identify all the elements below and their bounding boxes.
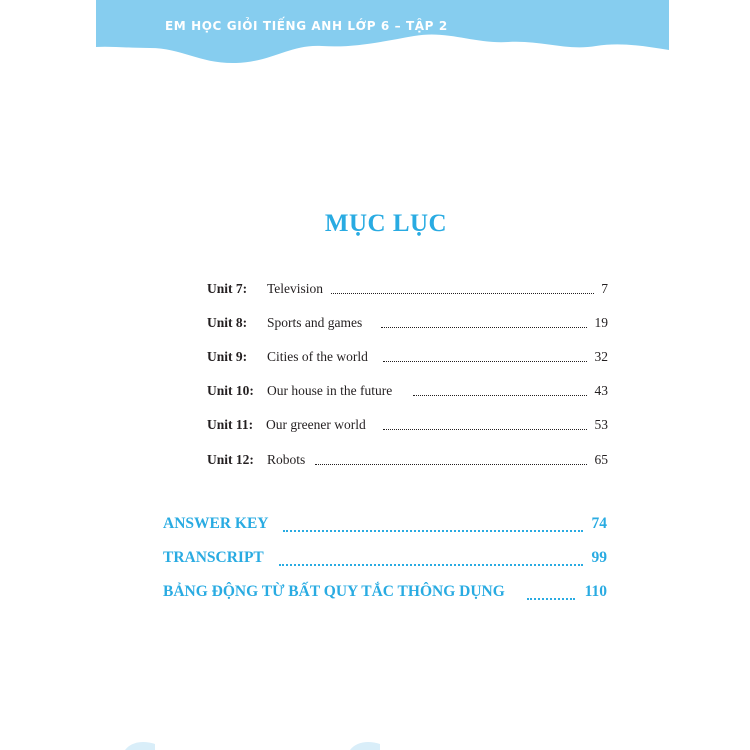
dot-leader (527, 593, 575, 600)
header-wave-shape (96, 0, 669, 90)
unit-page-number: 7 (601, 281, 608, 296)
header-title: EM HỌC GIỎI TIẾNG ANH LỚP 6 – TẬP 2 (165, 19, 448, 33)
dot-leader (381, 323, 587, 328)
dot-leader (279, 559, 583, 566)
toc-unit-row[interactable] (207, 349, 608, 369)
dot-leader (283, 525, 583, 532)
unit-label: Unit 10: (207, 383, 254, 398)
unit-page-number: 43 (594, 383, 608, 398)
dot-leader (331, 289, 594, 294)
unit-label: Unit 9: (207, 349, 248, 364)
section-page-number: 99 (591, 549, 607, 566)
unit-title: Television (267, 281, 324, 296)
toc-unit-row[interactable] (207, 383, 608, 403)
unit-label: Unit 11: (207, 417, 254, 432)
section-label: BẢNG ĐỘNG TỪ BẤT QUY TẮC THÔNG DỤNG (163, 583, 505, 600)
unit-title: Our house in the future (267, 383, 393, 398)
toc-unit-row[interactable] (207, 417, 608, 437)
unit-label: Unit 7: (207, 281, 248, 296)
dot-leader (383, 425, 587, 430)
unit-page-number: 53 (594, 417, 608, 432)
unit-title: Our greener world (266, 417, 366, 432)
section-label: TRANSCRIPT (163, 549, 264, 566)
section-page-number: 74 (591, 515, 607, 532)
toc-section-row[interactable] (163, 549, 607, 571)
unit-label: Unit 8: (207, 315, 248, 330)
bottom-wave-decoration (125, 740, 155, 750)
toc-heading: MỤC LỤC (324, 210, 448, 237)
unit-page-number: 65 (594, 452, 608, 467)
unit-label: Unit 12: (207, 452, 254, 467)
toc-unit-row[interactable] (207, 452, 608, 472)
toc-section-row[interactable] (163, 515, 607, 537)
unit-page-number: 19 (594, 315, 608, 330)
unit-title: Cities of the world (267, 349, 368, 364)
unit-title: Sports and games (267, 315, 363, 330)
dot-leader (413, 391, 587, 396)
toc-unit-row[interactable] (207, 281, 608, 301)
unit-page-number: 32 (594, 349, 608, 364)
toc-section-row[interactable] (163, 583, 607, 605)
toc-unit-row[interactable] (207, 315, 608, 335)
section-label: ANSWER KEY (163, 515, 269, 532)
bottom-wave-decoration (350, 740, 380, 750)
dot-leader (383, 357, 587, 362)
section-page-number: 110 (584, 583, 607, 600)
dot-leader (315, 460, 587, 465)
header-band (96, 0, 669, 90)
unit-title: Robots (267, 452, 306, 467)
